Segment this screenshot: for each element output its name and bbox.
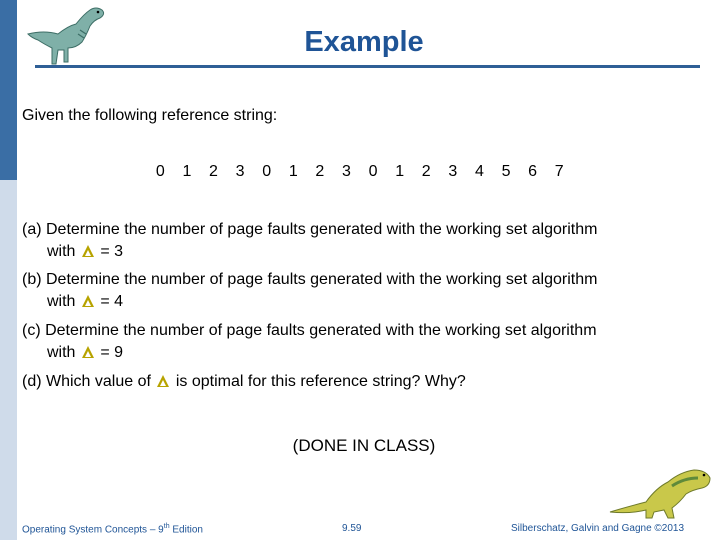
- ref-item: 7: [554, 163, 564, 180]
- delta-icon: [157, 375, 169, 387]
- reference-string: [147, 163, 573, 181]
- ref-item: 3: [448, 163, 458, 180]
- ref-item: 2: [209, 163, 218, 180]
- question-c-line1: (c) Determine the number of page faults generated with the working set algorithm: [22, 322, 597, 339]
- slide-title: Example: [304, 26, 424, 58]
- footer-copyright: Silberschatz, Galvin and Gagne ©2013: [511, 523, 685, 534]
- question-a-line1: (a) Determine the number of page faults generated with the working set algorithm: [22, 221, 598, 238]
- question-a: [22, 219, 597, 263]
- question-b-with: with: [47, 293, 76, 310]
- ref-item: 2: [421, 163, 431, 180]
- question-a-value: = 3: [100, 243, 124, 260]
- ref-item: 2: [315, 163, 325, 180]
- title-rule: [35, 65, 700, 68]
- footer-page-number: 9.59: [342, 523, 362, 534]
- question-a-with: with: [47, 243, 76, 260]
- delta-icon: [82, 295, 94, 307]
- question-d-post: is optimal for this reference string? Why?: [175, 373, 466, 390]
- question-d: [22, 371, 466, 393]
- ref-item: 3: [342, 163, 351, 180]
- question-c: [22, 320, 597, 364]
- ref-item: 0: [155, 163, 165, 180]
- ref-item: 1: [182, 163, 192, 180]
- delta-icon: [82, 346, 94, 358]
- ref-item: 3: [235, 163, 245, 180]
- footer-book-tail: Edition: [169, 524, 203, 536]
- ref-item: 5: [501, 163, 511, 180]
- ref-item: 4: [474, 163, 484, 180]
- dinosaur-icon: [606, 462, 716, 522]
- question-c-value: = 9: [100, 344, 124, 361]
- question-b: [22, 269, 597, 313]
- question-b-line1: (b) Determine the number of page faults generated with the working set algorithm: [22, 271, 598, 288]
- intro-text: Given the following reference string:: [22, 107, 278, 124]
- question-c-with: with: [47, 344, 76, 361]
- question-b-value: = 4: [100, 293, 124, 310]
- ref-item: 0: [368, 163, 378, 180]
- ref-item: 6: [528, 163, 538, 180]
- footer-book: [22, 523, 203, 535]
- question-d-pre: (d) Which value of: [22, 373, 151, 390]
- delta-icon: [82, 245, 94, 257]
- done-in-class: (DONE IN CLASS): [292, 436, 436, 455]
- footer-book-sup: th: [163, 523, 170, 530]
- ref-item: 1: [395, 163, 405, 180]
- footer-book-title: Operating System Concepts – 9: [22, 524, 164, 536]
- ref-item: 0: [262, 163, 272, 180]
- sidebar-accent-light: [0, 180, 17, 540]
- ref-item: 1: [288, 163, 298, 180]
